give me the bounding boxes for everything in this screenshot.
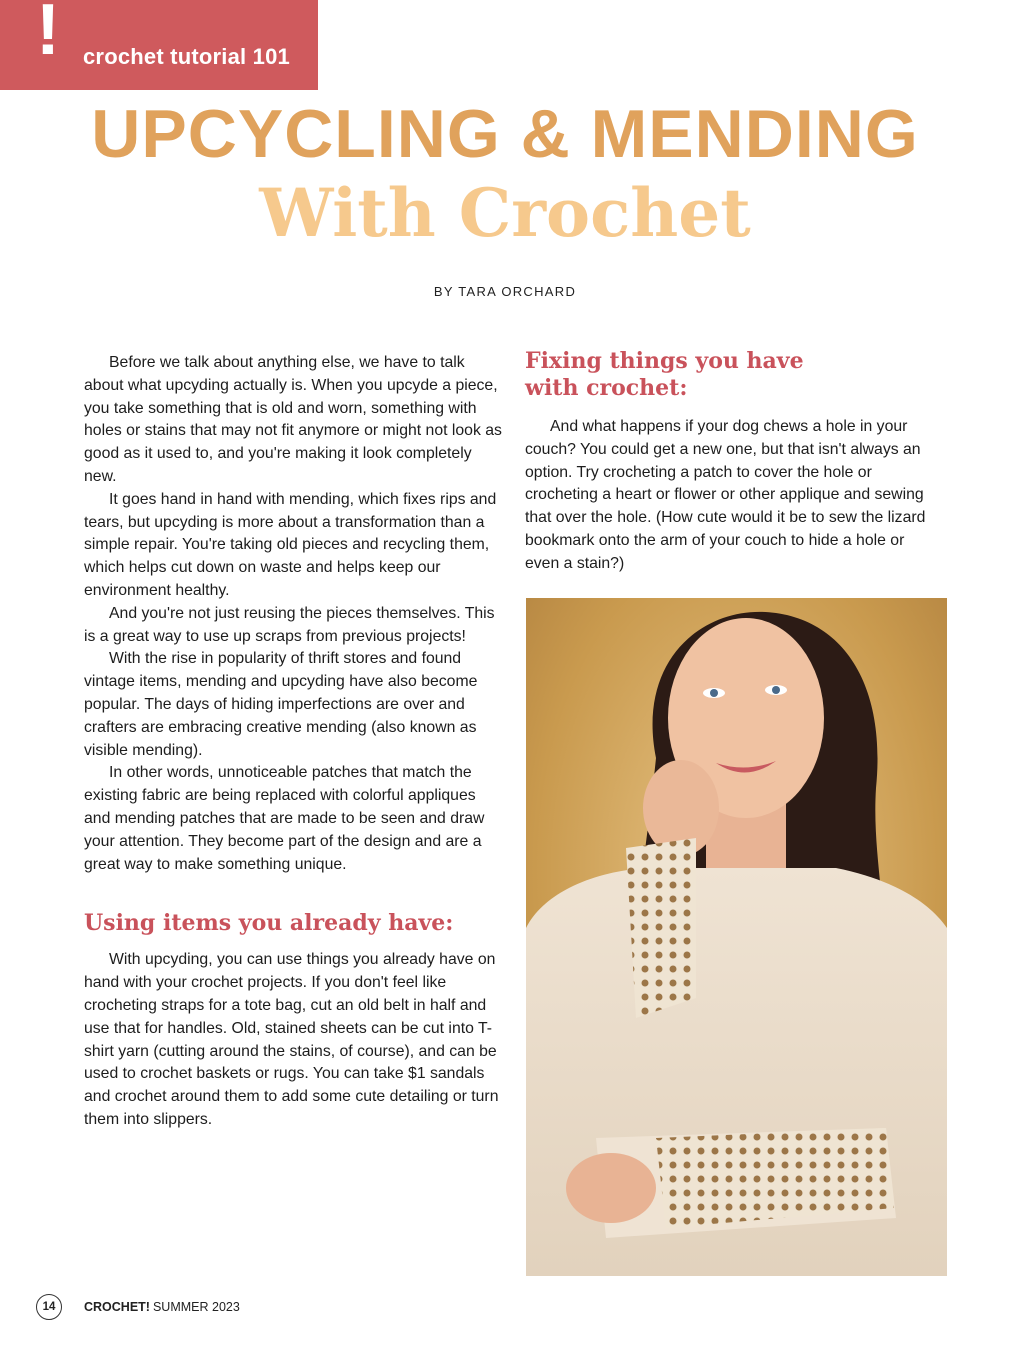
byline: BY TARA ORCHARD: [433, 284, 577, 299]
right-column: [525, 348, 930, 576]
section-tab: [0, 0, 318, 90]
article-subtitle: With Crochet: [259, 174, 751, 252]
model-photo: [526, 598, 947, 1276]
section-heading-using-items: Using items you already have:: [84, 910, 454, 937]
heading-line: Fixing things you have: [525, 348, 804, 374]
page-footer: [36, 1294, 240, 1320]
body-paragraph: Before we talk about anything else, we have to talk about what upcyding actually is. When you upcyde a piece, you take something that is old and worn, something with holes or stains that may not fit anymore or might not look as good as it used to, and you're making it look completely new.: [84, 354, 502, 485]
magazine-name: CROCHET!: [84, 1300, 150, 1314]
page-number: 14: [36, 1294, 62, 1320]
article-title: UPCYCLING & MENDING: [91, 96, 919, 172]
body-paragraph: And what happens if your dog chews a hole in your couch? You could get a new one, but that isn't always an option. Try crocheting a patch to cover the hole or crocheting a heart or flower or other applique and sewing that over the hole. (How cute would it be to sew the lizard bookmark onto the arm of your couch to hide a hole or even a stain?): [525, 418, 926, 572]
body-paragraph: With the rise in popularity of thrift stores and found vintage items, mending and upcyding have also become popular. The days of hiding imperfections are over and crafters are embracing creative mending (also known as visible mending).: [84, 650, 478, 759]
section-tab-label: crochet tutorial 101: [83, 44, 290, 69]
body-paragraph: It goes hand in hand with mending, which fixes rips and tears, but upcyding is more about a transformation than a simple repair. You're taking old pieces and recycling them, which helps cut down on waste and helps keep our environment healthy.: [84, 490, 497, 599]
body-paragraph: And you're not just reusing the pieces themselves. This is a great way to use up scraps from previous projects!: [84, 604, 495, 645]
heading-line: with crochet:: [525, 375, 688, 401]
issue-label: SUMMER 2023: [152, 1300, 240, 1314]
left-column: [84, 352, 504, 1132]
body-paragraph: With upcyding, you can use things you already have on hand with your crochet projects. If you don't feel like crocheting straps for a tote bag, cut an old belt in half and use that for handles. Old, stained sheets can be cut into T-shirt yarn (cutting around the stains, of course), and can be used to crochet baskets or rugs. You can take $1 sandals and crochet around them to add some cute detailing or turn them into slippers.: [84, 951, 499, 1128]
body-paragraph: In other words, unnoticeable patches that match the existing fabric are being replaced with colorful appliques and mending patches that are made to be seen and draw your attention. They become part of the design and are a great way to make something unique.: [84, 764, 485, 873]
section-heading-fixing-things: [525, 348, 930, 402]
exclamation-icon: !: [36, 0, 60, 70]
